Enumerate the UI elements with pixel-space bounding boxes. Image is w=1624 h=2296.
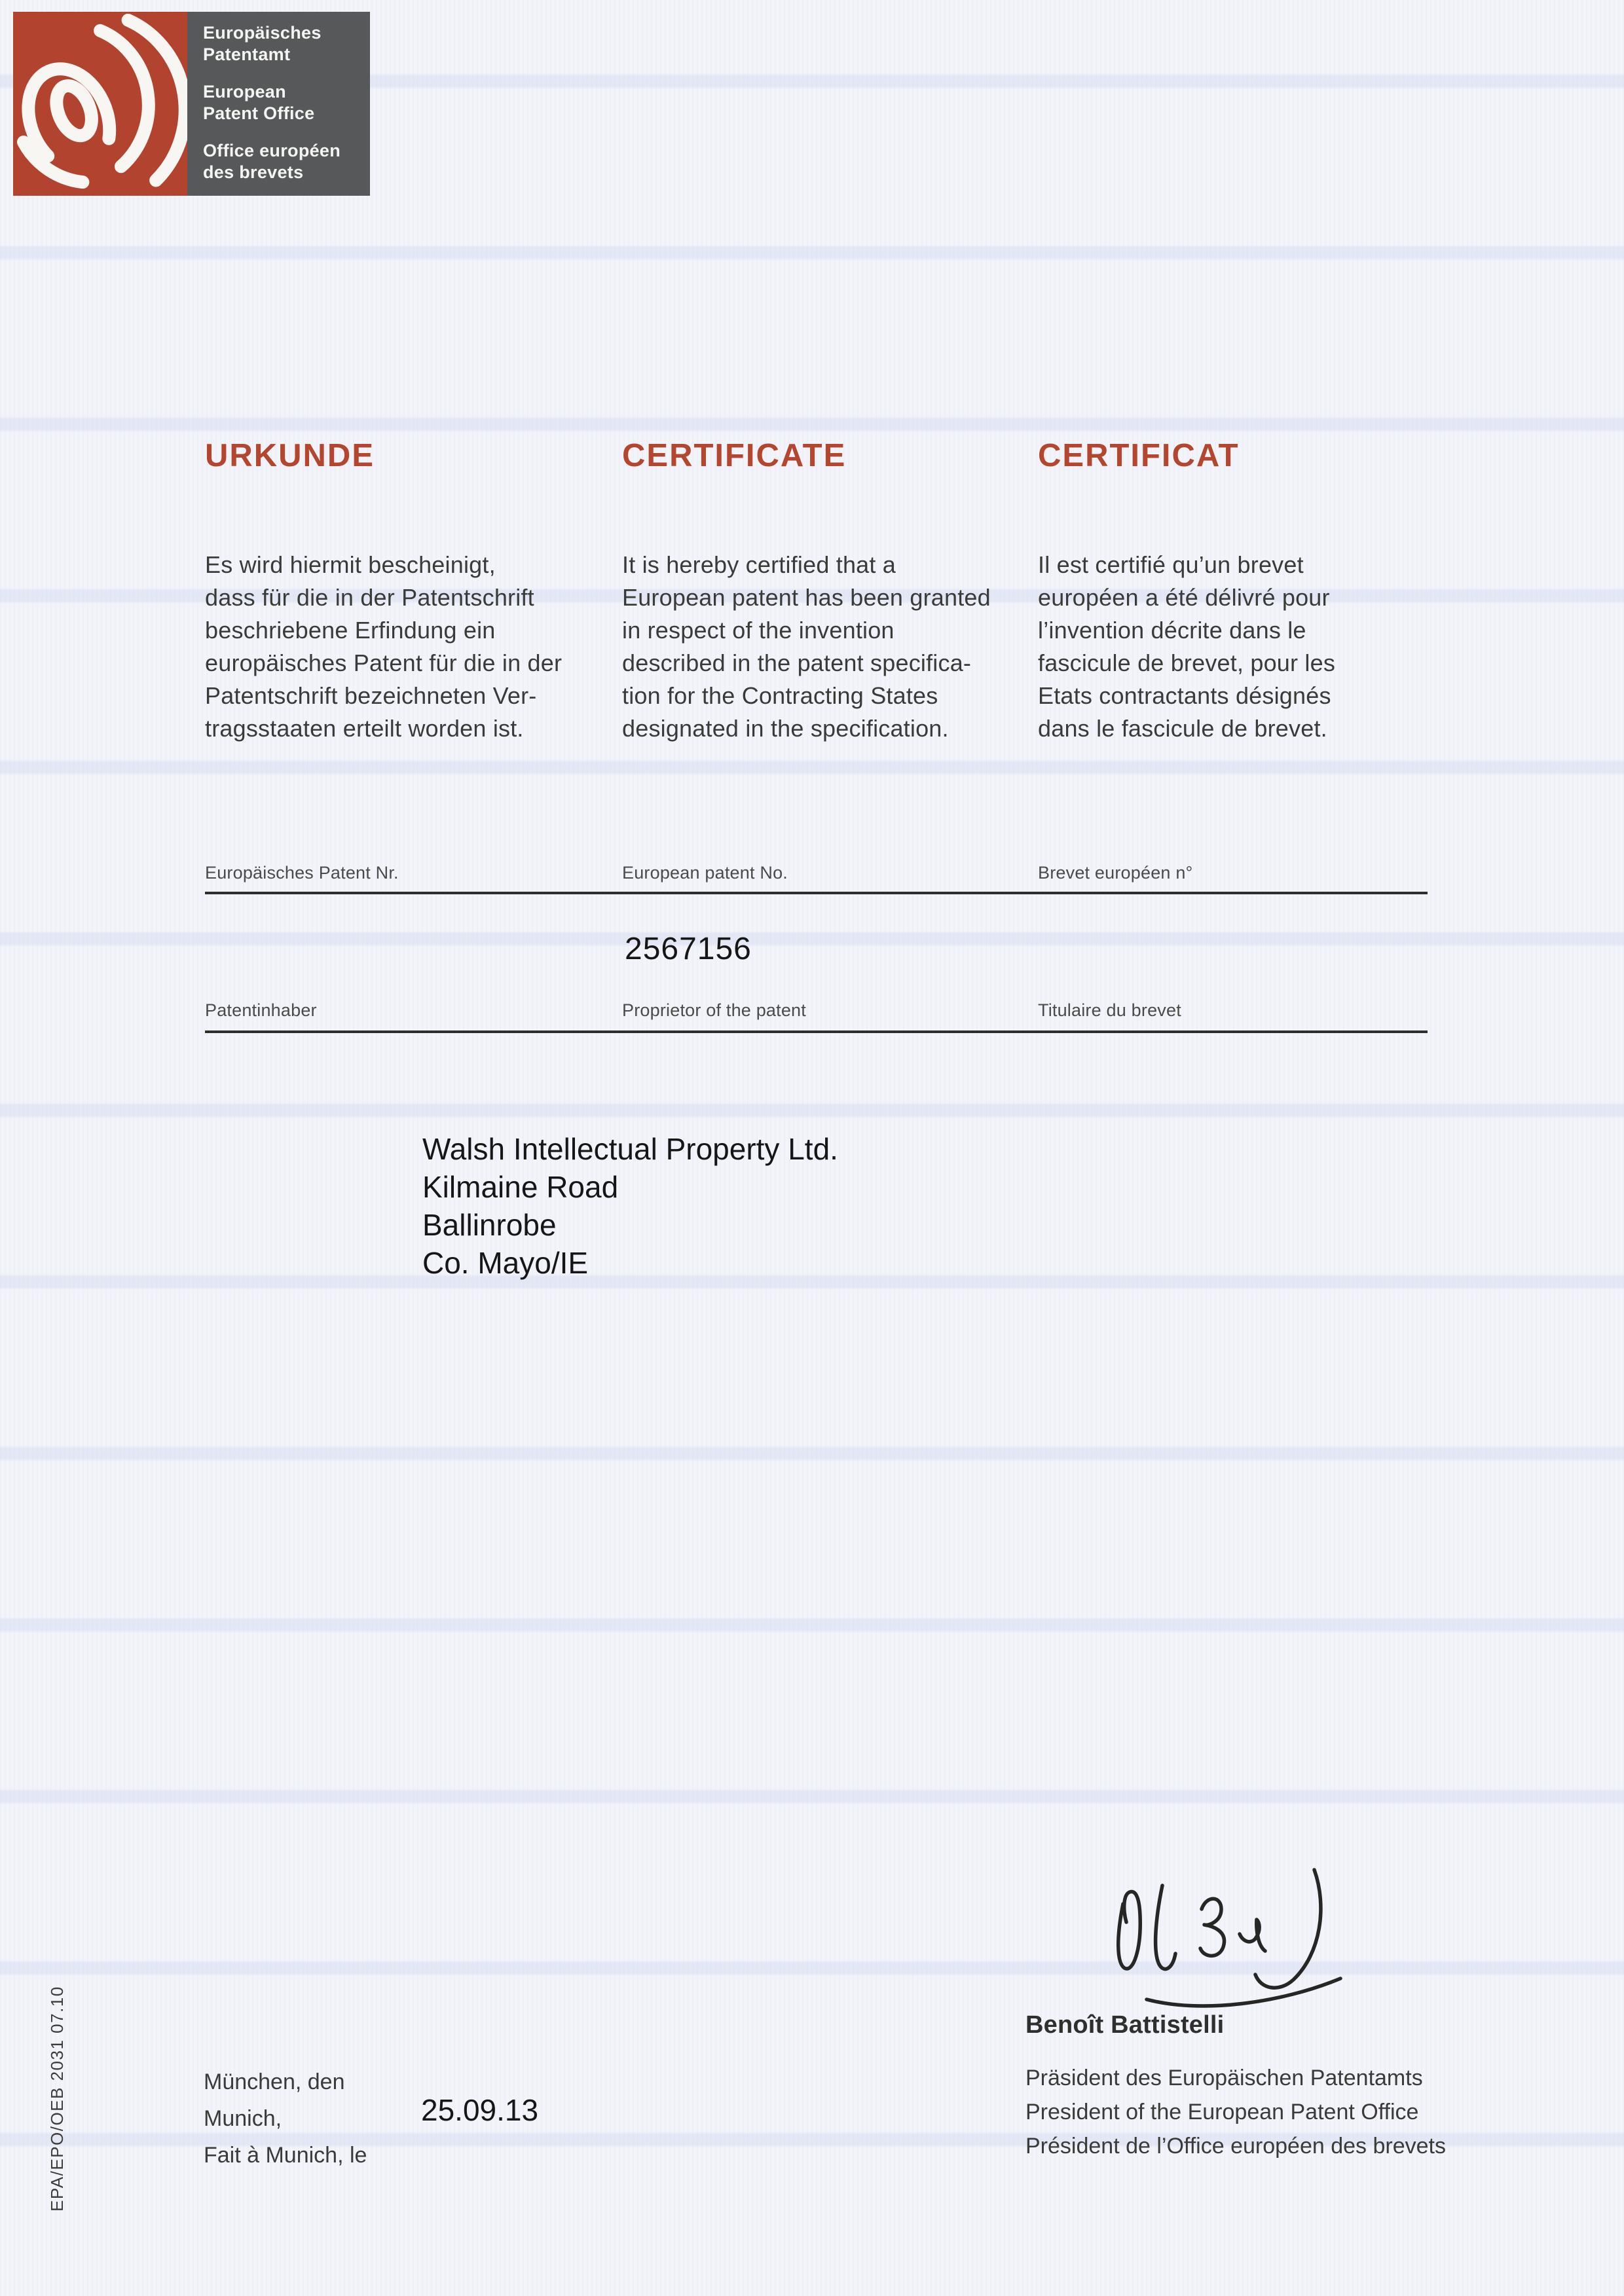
signature-icon xyxy=(1084,1858,1392,2026)
patent-number-labels-row xyxy=(205,863,1428,883)
org-name-english: European Patent Office xyxy=(203,82,315,123)
heading-french: CERTIFICAT xyxy=(1038,438,1240,473)
proprietor-rule xyxy=(205,1030,1428,1033)
proprietor-label-english: Proprietor of the patent xyxy=(622,1000,806,1020)
heading-english: CERTIFICATE xyxy=(622,438,847,473)
patent-number-label-english: European patent No. xyxy=(622,863,788,883)
patent-number-rule xyxy=(205,892,1428,894)
signatory-titles: Präsident des Europäischen Patentamts President of the European Patent Office Président de l’Office européen des brevets xyxy=(1025,2066,1446,2159)
patent-number-label-french: Brevet européen n° xyxy=(1038,863,1193,883)
certification-text-english: It is hereby certified that a European patent has been granted in respect of the invention described in the patent specifica- tion for the Contracting States designated in the specification. xyxy=(622,551,991,742)
patent-number-value: 2567156 xyxy=(625,932,752,966)
proprietor-labels-row xyxy=(205,1000,1428,1021)
org-name-french: Office européen des brevets xyxy=(203,141,341,182)
epo-spiral-icon xyxy=(13,12,187,196)
issue-date: 25.09.13 xyxy=(421,2093,539,2127)
form-code: EPA/EPO/OEB 2031 07.10 xyxy=(47,1986,67,2212)
proprietor-label-german: Patentinhaber xyxy=(205,1000,317,1020)
certification-text-german: Es wird hiermit bescheinigt, dass für die in der Patentschrift beschriebene Erfindung ein europäisches Patent für die in der Patentschrift bezeichneten Ver- tragsstaaten erteilt worden ist. xyxy=(205,551,563,742)
epo-logo xyxy=(13,12,370,196)
signatory-name: Benoît Battistelli xyxy=(1025,2011,1225,2039)
org-name-german: Europäisches Patentamt xyxy=(203,23,322,64)
heading-german: URKUNDE xyxy=(205,438,375,473)
epo-logo-text-panel xyxy=(187,12,370,196)
proprietor-label-french: Titulaire du brevet xyxy=(1038,1000,1181,1020)
headings-row xyxy=(205,437,1428,474)
certification-text-row xyxy=(205,549,1428,745)
epo-logo-red-box xyxy=(13,12,187,196)
patent-number-label-german: Europäisches Patent Nr. xyxy=(205,863,399,883)
certification-text-french: Il est certifié qu’un brevet européen a été délivré pour l’invention décrite dans le fascicule de brevet, pour les Etats contractants désignés dans le fascicule de brevet. xyxy=(1038,551,1336,742)
issue-place-lines: München, den Munich, Fait à Munich, le xyxy=(204,2069,367,2168)
proprietor-address: Walsh Intellectual Property Ltd. Kilmaine Road Ballinrobe Co. Mayo/IE xyxy=(422,1132,838,1280)
